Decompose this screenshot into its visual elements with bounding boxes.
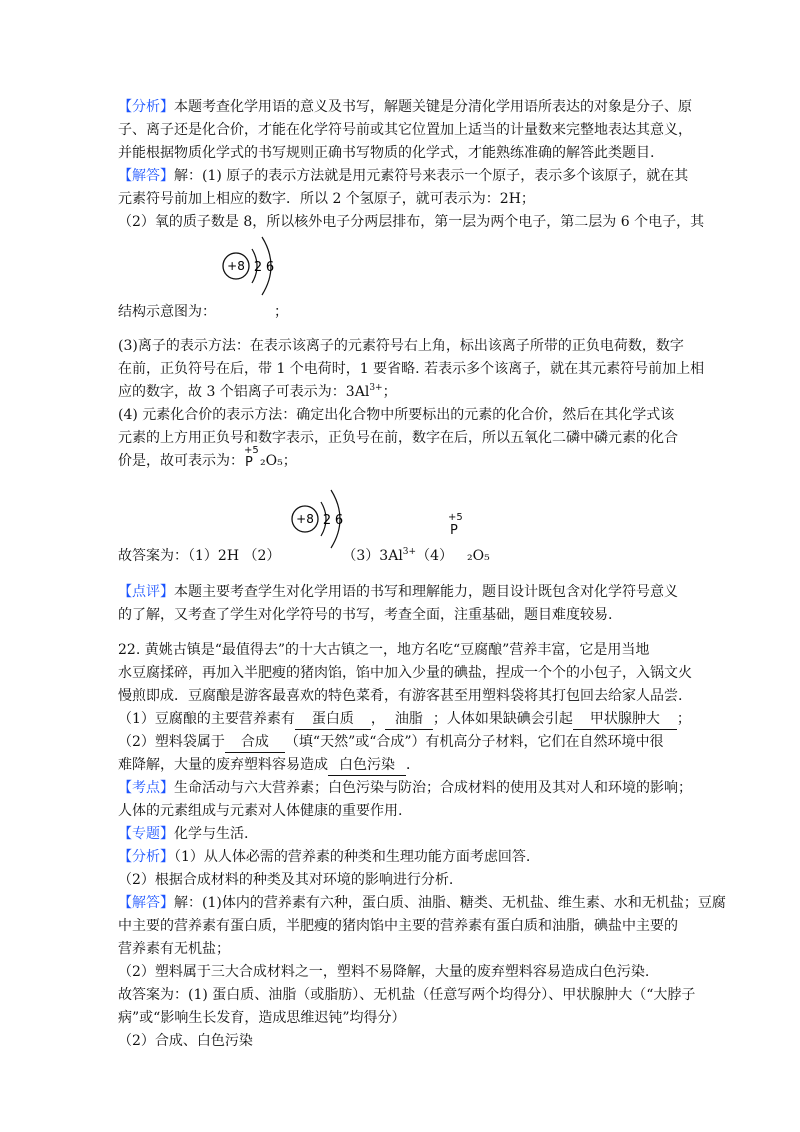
q22-solution-line2: 中主要的营养素有蛋白质，半肥瘦的猪肉馅中主要的营养素有蛋白质和油脂，碘盐中主要的 xyxy=(118,918,678,934)
q21-solution-line1: 【解答】解：(1) 原子的表示方法就是用元素符号来表示一个原子，表示多个该原子，就在其 xyxy=(118,168,689,184)
inner-shell-electrons: 2 xyxy=(322,513,332,528)
oxygen-atom-diagram xyxy=(216,225,286,307)
q22-analysis-line1: 【分析】（1）从人体必需的营养素的种类和生理功能方面考虑回答. xyxy=(118,849,531,865)
q22-solution-line1: 【解答】解：(1)体内的营养素有六种，蛋白质、油脂、糖类、无机盐、维生素、水和无机盐；豆腐 xyxy=(118,895,726,911)
q21-analysis-line2: 子、离子还是化合价，才能在化学符号前或其它位置加上适当的计量数来完整地表达其意义， xyxy=(118,122,692,138)
q21-answer-line: 故答案为：（1）2H （2） $(3)3Al^{3+}(4)$ ₂O₅ xyxy=(118,547,490,564)
q22-solution-line7: （2）合成、白色污染 xyxy=(118,1033,253,1049)
q22-kaodian-line1: 【考点】生命活动与六大营养素；白色污染与防治；合成材料的使用及其对人和环境的影响； xyxy=(118,780,692,796)
q21-solution-line3: （2）氧的质子数是 8，所以核外电子分两层排布，第一层为两个电子，第二层为 6 个电子，其 xyxy=(118,214,705,230)
q22-solution-line6: 病”或“影响生长发育，造成思维迟钝”均得分） xyxy=(118,1010,406,1026)
q21-solution-line5: (3)离子的表示方法：在表示该离子的元素符号右上角，标出该离子所带的正负电荷数，数字 xyxy=(118,338,684,354)
blank-pollution: 白色污染 xyxy=(328,755,406,776)
q21-solution-line9: 元素的上方用正负号和数字表示，正负号在前，数字在后，所以五氧化二磷中磷元素的化合 xyxy=(118,430,678,446)
answer-phosphorus-valence: +5 P xyxy=(448,512,463,538)
solution-tag: 【解答】 xyxy=(118,168,174,184)
q21-comment-line1: 【点评】本题主要考查学生对化学用语的书写和理解能力，题目设计既包含对化学符号意义 xyxy=(118,584,678,600)
q22-part2-line1: （2）塑料袋属于 合成 （填“天然”或“合成”）有机高分子材料，它们在自然环境中很 xyxy=(118,732,664,753)
q22-stem-line2: 水豆腐揉碎，再加入半肥瘦的猪肉馅，馅中加入少量的碘盐，捏成一个个的小包子，入锅文火 xyxy=(118,665,692,681)
q22-solution-line4: （2）塑料属于三大合成材料之一，塑料不易降解，大量的废弃塑料容易造成白色污染. xyxy=(118,964,650,980)
outer-shell-electrons: 6 xyxy=(265,260,275,275)
q21-analysis-line3: 并能根据物质化学式的书写规则正确书写物质的化学式，才能熟练准确的解答此类题目. xyxy=(118,145,655,161)
q21-comment-line2: 的了解，又考查了学生对化学符号的书写，考查全面，注重基础，题目难度较易. xyxy=(118,607,613,623)
q22-part1: （1）豆腐酿的主要营养素有 蛋白质 ， 油脂 ；人体如果缺碘会引起 甲状腺肿大 ； xyxy=(118,709,691,730)
kaodian-tag: 【考点】 xyxy=(118,780,174,796)
analysis-tag: 【分析】 xyxy=(118,99,174,115)
q21-solution-line7: 应的数字，故 3 个铝离子可表示为：$3Al^{3+}$； xyxy=(118,383,397,400)
q21-solution-line8: (4) 元素化合价的表示方法：确定出化合物中所要标出的元素的化合价，然后在其化学式该 xyxy=(118,407,675,423)
q22-kaodian-line2: 人体的元素组成与元素对人体健康的重要作用. xyxy=(118,803,403,819)
zhuanti-tag: 【专题】 xyxy=(118,826,174,842)
q22-analysis-line2: （2）根据合成材料的种类及其对环境的影响进行分析. xyxy=(118,872,454,888)
q22-stem-line3: 慢煎即成．豆腐酿是游客最喜欢的特色菜肴，有游客甚至用塑料袋将其打包回去给家人品尝. xyxy=(118,688,683,704)
solution-tag: 【解答】 xyxy=(118,895,174,911)
nucleus-charge: +8 xyxy=(296,512,314,526)
comment-tag: 【点评】 xyxy=(118,584,174,600)
blank-nutrient-2: 油脂 xyxy=(385,709,433,730)
phosphorus-valence: +5 P xyxy=(244,445,259,470)
q21-solution-line2: 元素符号前加上相应的数字．所以 2 个氢原子，就可表示为：2H； xyxy=(118,191,535,207)
q21-solution-line4: 结构示意图为： ； xyxy=(118,304,288,320)
inner-shell-electrons: 2 xyxy=(253,260,263,275)
q21-solution-line10: 价是，故可表示为： +5 P ₂O₅； xyxy=(118,445,297,470)
nucleus-charge: +8 xyxy=(227,259,245,273)
q22-solution-line3: 营养素有无机盐； xyxy=(118,941,230,957)
analysis-tag: 【分析】 xyxy=(118,849,174,865)
q21-analysis-line1: 【分析】本题考查化学用语的意义及书写，解题关键是分清化学用语所表达的对象是分子、原 xyxy=(118,99,692,115)
q22-stem-line1: 22. 黄姚古镇是“最值得去”的十大古镇之一，地方名吃“豆腐酿”营养丰富，它是用当地 xyxy=(118,642,650,658)
q22-solution-line5: 故答案为：(1) 蛋白质、油脂（或脂肪）、无机盐（任意写两个均得分）、甲状腺肿大（“大脖子 xyxy=(118,987,696,1003)
q22-part2-line2: 难降解，大量的废弃塑料容易造成 白色污染 ． xyxy=(118,755,420,776)
blank-nutrient-1: 蛋白质 xyxy=(295,709,371,730)
q21-solution-line6: 在前，正负符号在后，带 1 个电荷时，1 要省略. 若表示多个该离子，就在其元素符号前加上相 xyxy=(118,361,705,377)
q22-zhuanti: 【专题】化学与生活. xyxy=(118,826,249,842)
outer-shell-electrons: 6 xyxy=(334,513,344,528)
blank-iodine-disease: 甲状腺肿大 xyxy=(573,709,677,730)
blank-material-type: 合成 xyxy=(225,732,285,753)
